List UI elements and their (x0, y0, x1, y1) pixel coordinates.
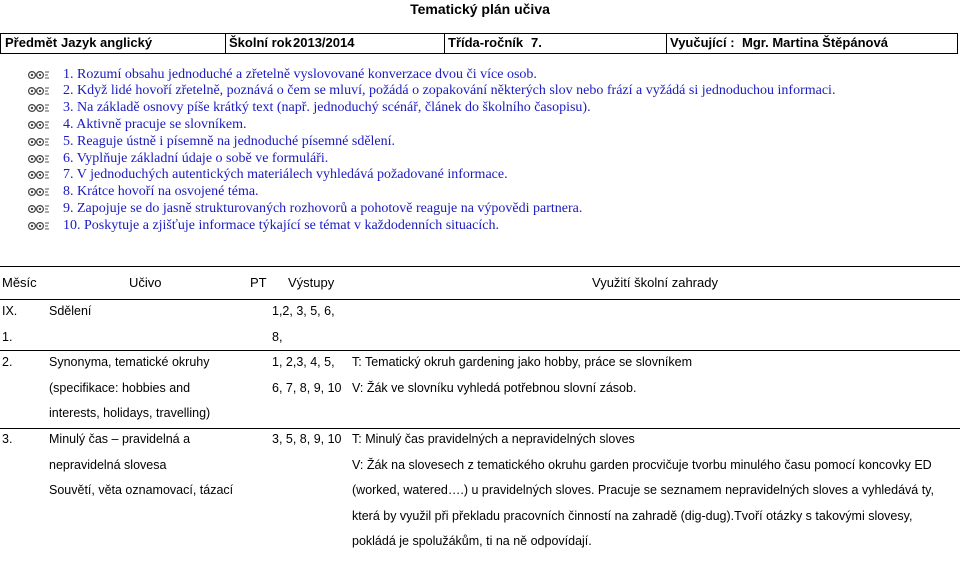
row-divider (0, 428, 960, 429)
objective-bullet-icon (28, 69, 50, 81)
cell-curriculum: nepravidelná slovesa (49, 457, 167, 472)
cell-month: 1. (2, 329, 13, 344)
teacher-value: Mgr. Martina Štěpánová (742, 35, 888, 50)
cell-month: 3. (2, 432, 13, 446)
objective-item (28, 217, 499, 234)
objective-text: 7. V jednoduchých autentických materiálech vyhledává požadované informace. (63, 167, 508, 183)
class-value: 7. (531, 35, 542, 50)
objective-item (28, 184, 259, 201)
cell-curriculum: interests, holidays, travelling) (49, 406, 211, 420)
cell-curriculum: Synonyma, tematické okruhy (49, 355, 210, 369)
objective-text: 1. Rozumí obsahu jednoduché a zřetelně vyslovované konverzace dvou či více osob. (63, 66, 537, 82)
objective-item (28, 150, 328, 167)
cell-month: IX. (2, 304, 18, 318)
cell-curriculum: Minulý čas – pravidelná a (49, 432, 191, 446)
cell-garden: (worked, watered….) u pravidelných sloves. Pracuje se seznamem nepravidelných sloves a vyhledává ty, (352, 483, 934, 497)
objective-item (28, 66, 537, 83)
objective-bullet-icon (28, 153, 50, 165)
cell-outputs: 1,2, 3, 5, 6, (272, 304, 335, 318)
header-bar (0, 33, 958, 54)
objective-bullet-icon (28, 203, 50, 215)
cell-garden: která by využil při překladu pracovních činností na zahradě (dig-dug).Tvoří otázky s takovými slovesy, (352, 508, 913, 523)
cell-curriculum: (specifikace: hobbies and (49, 380, 191, 395)
objective-bullet-icon (28, 85, 50, 97)
col-month: Měsíc (2, 275, 37, 290)
row-divider (0, 350, 960, 351)
col-garden: Využití školní zahrady (592, 275, 718, 290)
header-divider (225, 34, 226, 53)
cell-outputs: 1, 2,3, 4, 5, (272, 355, 335, 369)
col-pt: PT (250, 275, 267, 290)
objective-text: 3. Na základě osnovy píše krátký text (např. jednoduchý scénář, článek do školního časopisu). (63, 100, 591, 116)
objective-item (28, 133, 395, 150)
objective-text: 4. Aktivně pracuje se slovníkem. (63, 116, 247, 132)
cell-curriculum: Souvětí, věta oznamovací, tázací (49, 483, 234, 497)
cell-month: 2. (2, 355, 13, 369)
table-header (0, 266, 960, 300)
objective-bullet-icon (28, 220, 50, 232)
cell-outputs: 6, 7, 8, 9, 10 (272, 380, 342, 395)
col-curriculum: Učivo (129, 275, 162, 290)
page-title: Tematický plán učiva (410, 1, 550, 17)
year-label: Školní rok (229, 35, 292, 50)
objective-text: 2. Když lidé hovoří zřetelně, poznává o čem se mluví, požádá o zopakování některých slov nebo frází a vyžádá si jednoduchou informaci. (63, 83, 836, 99)
cell-curriculum: Sdělení (49, 304, 92, 318)
objective-bullet-icon (28, 169, 50, 181)
cell-garden: V: Žák ve slovníku vyhledá potřebnou slovní zásob. (352, 380, 637, 395)
cell-garden: V: Žák na slovesech z tematického okruhu garden procvičuje tvorbu minulého času pomocí koncovky ED (352, 457, 932, 472)
cell-outputs: 8, (272, 329, 283, 344)
objective-text: 5. Reaguje ústně i písemně na jednoduché písemné sdělení. (63, 133, 396, 149)
objective-item (28, 100, 591, 117)
class-label: Třída-ročník (448, 35, 524, 50)
subject-value: Jazyk anglický (61, 35, 153, 50)
header-divider (444, 34, 445, 53)
objective-item (28, 116, 247, 133)
year-value: 2013/2014 (293, 35, 355, 50)
col-outputs: Výstupy (288, 275, 335, 290)
objective-item (28, 167, 508, 184)
objective-bullet-icon (28, 102, 50, 114)
cell-garden: T: Minulý čas pravidelných a nepravidelných sloves (352, 432, 635, 446)
objective-text: 9. Zapojuje se do jasně strukturovaných rozhovorů a pohotově reaguje na výpovědi partnera. (63, 200, 583, 216)
cell-garden: T: Tematický okruh gardening jako hobby, práce se slovníkem (352, 355, 692, 369)
cell-outputs: 3, 5, 8, 9, 10 (272, 432, 342, 446)
objective-bullet-icon (28, 136, 50, 148)
teacher-label: Vyučující : (670, 35, 735, 50)
header-divider (666, 34, 667, 53)
objective-text: 8. Krátce hovoří na osvojené téma. (63, 184, 259, 200)
objective-text: 6. Vyplňuje základní údaje o sobě ve formuláři. (63, 150, 329, 166)
objective-bullet-icon (28, 186, 50, 198)
subject-label: Předmět (5, 35, 58, 50)
objective-item (28, 83, 835, 100)
objective-item (28, 200, 582, 217)
cell-garden: pokládá je spolužákům, ti na ně odpovídají. (352, 534, 592, 548)
objective-text: 10. Poskytuje a zjišťuje informace týkající se témat v každodenních situacích. (63, 217, 499, 233)
objective-bullet-icon (28, 119, 50, 131)
